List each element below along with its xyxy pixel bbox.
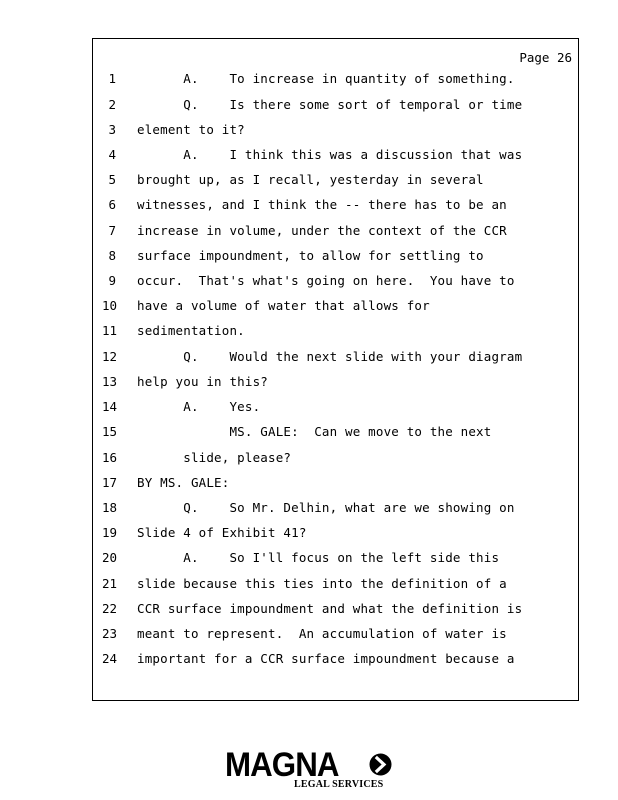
line-number: 2 (108, 97, 116, 112)
line-text: brought up, as I recall, yesterday in several (137, 172, 484, 187)
line-number: 19 (102, 525, 118, 540)
line-number: 21 (102, 576, 118, 591)
transcript-line (0, 574, 610, 594)
line-number: 15 (102, 424, 118, 439)
transcript-line (0, 246, 610, 266)
line-number: 23 (102, 626, 118, 641)
line-text: Q. So Mr. Delhin, what are we showing on (137, 500, 515, 515)
line-number: 20 (102, 550, 118, 565)
line-text: slide because this ties into the definition of a (137, 576, 507, 591)
logo-subtitle: LEGAL SERVICES (294, 779, 384, 790)
line-text: A. Yes. (137, 399, 261, 414)
transcript-line (0, 221, 610, 241)
transcript-line (0, 120, 610, 140)
line-text: BY MS. GALE: (137, 475, 230, 490)
transcript-line (0, 170, 610, 190)
line-number: 5 (108, 172, 116, 187)
line-text: witnesses, and I think the -- there has to be an (137, 197, 507, 212)
line-text: sedimentation. (137, 323, 245, 338)
transcript-line (0, 473, 610, 493)
line-text: important for a CCR surface impoundment because a (137, 651, 515, 666)
line-text: surface impoundment, to allow for settling to (137, 248, 484, 263)
line-number: 14 (102, 399, 118, 414)
line-number: 22 (102, 601, 118, 616)
line-text: CCR surface impoundment and what the definition is (137, 601, 523, 616)
line-text: A. So I'll focus on the left side this (137, 550, 500, 565)
line-number: 18 (102, 500, 118, 515)
transcript-line (0, 448, 610, 468)
line-text: A. I think this was a discussion that was (137, 147, 523, 162)
line-text: Slide 4 of Exhibit 41? (137, 525, 307, 540)
transcript-line (0, 271, 610, 291)
transcript-line (0, 599, 610, 619)
line-text: Q. Is there some sort of temporal or time (137, 97, 523, 112)
logo-wordmark: MAGNA (225, 746, 339, 784)
line-text: meant to represent. An accumulation of water is (137, 626, 507, 641)
transcript-line (0, 624, 610, 644)
line-number: 3 (108, 122, 116, 137)
transcript-line (0, 347, 610, 367)
transcript-line (0, 523, 610, 543)
line-number: 12 (102, 349, 118, 364)
line-text: Q. Would the next slide with your diagram (137, 349, 523, 364)
line-text: A. To increase in quantity of something. (137, 71, 515, 86)
transcript-line (0, 548, 610, 568)
line-number: 24 (102, 651, 118, 666)
line-number: 16 (102, 450, 118, 465)
line-number: 8 (108, 248, 116, 263)
line-number: 13 (102, 374, 118, 389)
transcript-line (0, 321, 610, 341)
line-number: 6 (108, 197, 116, 212)
line-number: 10 (102, 298, 118, 313)
transcript-line (0, 649, 610, 669)
magna-logo (220, 742, 400, 798)
transcript-line (0, 296, 610, 316)
line-number: 11 (102, 323, 118, 338)
line-number: 4 (108, 147, 116, 162)
line-text: slide, please? (137, 450, 292, 465)
transcript-line (0, 397, 610, 417)
line-number: 1 (108, 71, 116, 86)
line-number: 9 (108, 273, 116, 288)
transcript-line (0, 95, 610, 115)
transcript-line (0, 498, 610, 518)
transcript-line (0, 372, 610, 392)
line-text: have a volume of water that allows for (137, 298, 430, 313)
chevron-right-icon (368, 752, 393, 777)
transcript-line (0, 195, 610, 215)
page-number: Page 26 (519, 50, 572, 65)
line-text: element to it? (137, 122, 245, 137)
line-text: help you in this? (137, 374, 268, 389)
line-text: MS. GALE: Can we move to the next (137, 424, 492, 439)
line-number: 17 (102, 475, 118, 490)
transcript-line (0, 69, 610, 89)
transcript-line (0, 422, 610, 442)
line-text: increase in volume, under the context of the CCR (137, 223, 507, 238)
transcript-line (0, 145, 610, 165)
line-text: occur. That's what's going on here. You have to (137, 273, 515, 288)
line-number: 7 (108, 223, 116, 238)
